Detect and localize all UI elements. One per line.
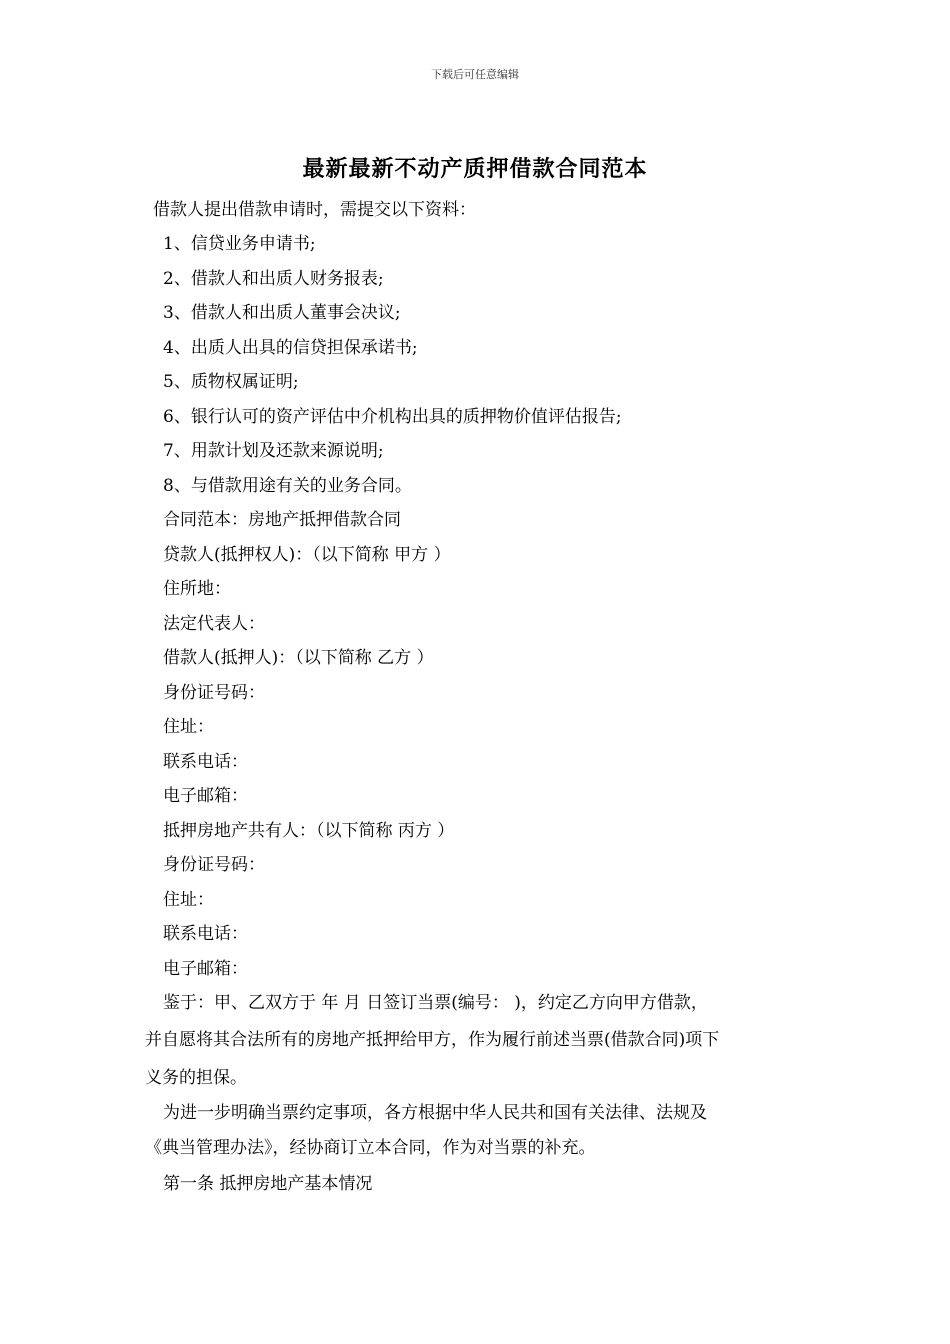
borrower-email-field: 电子邮箱： bbox=[163, 786, 248, 806]
requirement-item-8: 8、与借款用途有关的业务合同。 bbox=[163, 476, 412, 496]
lender-field: 贷款人(抵押权人)：（以下简称 甲方 ） bbox=[163, 545, 451, 565]
requirement-item-5: 5、质物权属证明; bbox=[163, 372, 299, 392]
purpose-paragraph-line-1: 为进一步明确当票约定事项，各方根据中华人民共和国有关法律、法规及 bbox=[163, 1103, 707, 1123]
article-1-heading: 第一条 抵押房地产基本情况 bbox=[163, 1174, 373, 1194]
co-owner-id-field: 身份证号码： bbox=[163, 855, 265, 875]
requirement-item-1: 1、信贷业务申请书; bbox=[163, 234, 316, 254]
borrower-phone-field: 联系电话： bbox=[163, 752, 248, 772]
requirement-item-3: 3、借款人和出质人董事会决议; bbox=[163, 303, 401, 323]
whereas-paragraph-line-2: 并自愿将其合法所有的房地产抵押给甲方，作为履行前述当票(借款合同)项下 bbox=[145, 1030, 720, 1050]
requirement-item-2: 2、借款人和出质人财务报表; bbox=[163, 269, 384, 289]
purpose-paragraph-line-2: 《典当管理办法》，经协商订立本合同，作为对当票的补充。 bbox=[145, 1138, 596, 1158]
requirement-item-6: 6、银行认可的资产评估中介机构出具的质押物价值评估报告; bbox=[163, 407, 622, 427]
document-title: 最新最新不动产质押借款合同范本 bbox=[302, 156, 648, 182]
contract-template-heading: 合同范本：房地产抵押借款合同 bbox=[163, 510, 401, 530]
borrower-id-field: 身份证号码： bbox=[163, 683, 265, 703]
co-owner-address-field: 住址： bbox=[163, 890, 214, 910]
header-note: 下载后可任意编辑 bbox=[431, 68, 519, 81]
legal-representative-field: 法定代表人： bbox=[163, 614, 265, 634]
requirement-item-7: 7、用款计划及还款来源说明; bbox=[163, 441, 384, 461]
borrower-address-field: 住址： bbox=[163, 717, 214, 737]
borrower-field: 借款人(抵押人)：（以下简称 乙方 ） bbox=[163, 648, 434, 668]
co-owner-email-field: 电子邮箱： bbox=[163, 959, 248, 979]
requirement-item-4: 4、出质人出具的信贷担保承诺书; bbox=[163, 338, 418, 358]
lender-address-field: 住所地： bbox=[163, 579, 231, 599]
whereas-paragraph-line-1: 鉴于：甲、乙双方于 年 月 日签订当票(编号： )，约定乙方向甲方借款， bbox=[163, 993, 708, 1013]
whereas-paragraph-line-3: 义务的担保。 bbox=[145, 1068, 247, 1088]
co-owner-phone-field: 联系电话： bbox=[163, 924, 248, 944]
co-owner-field: 抵押房地产共有人：（以下简称 丙方 ） bbox=[163, 821, 455, 841]
intro-line: 借款人提出借款申请时，需提交以下资料： bbox=[153, 200, 476, 220]
